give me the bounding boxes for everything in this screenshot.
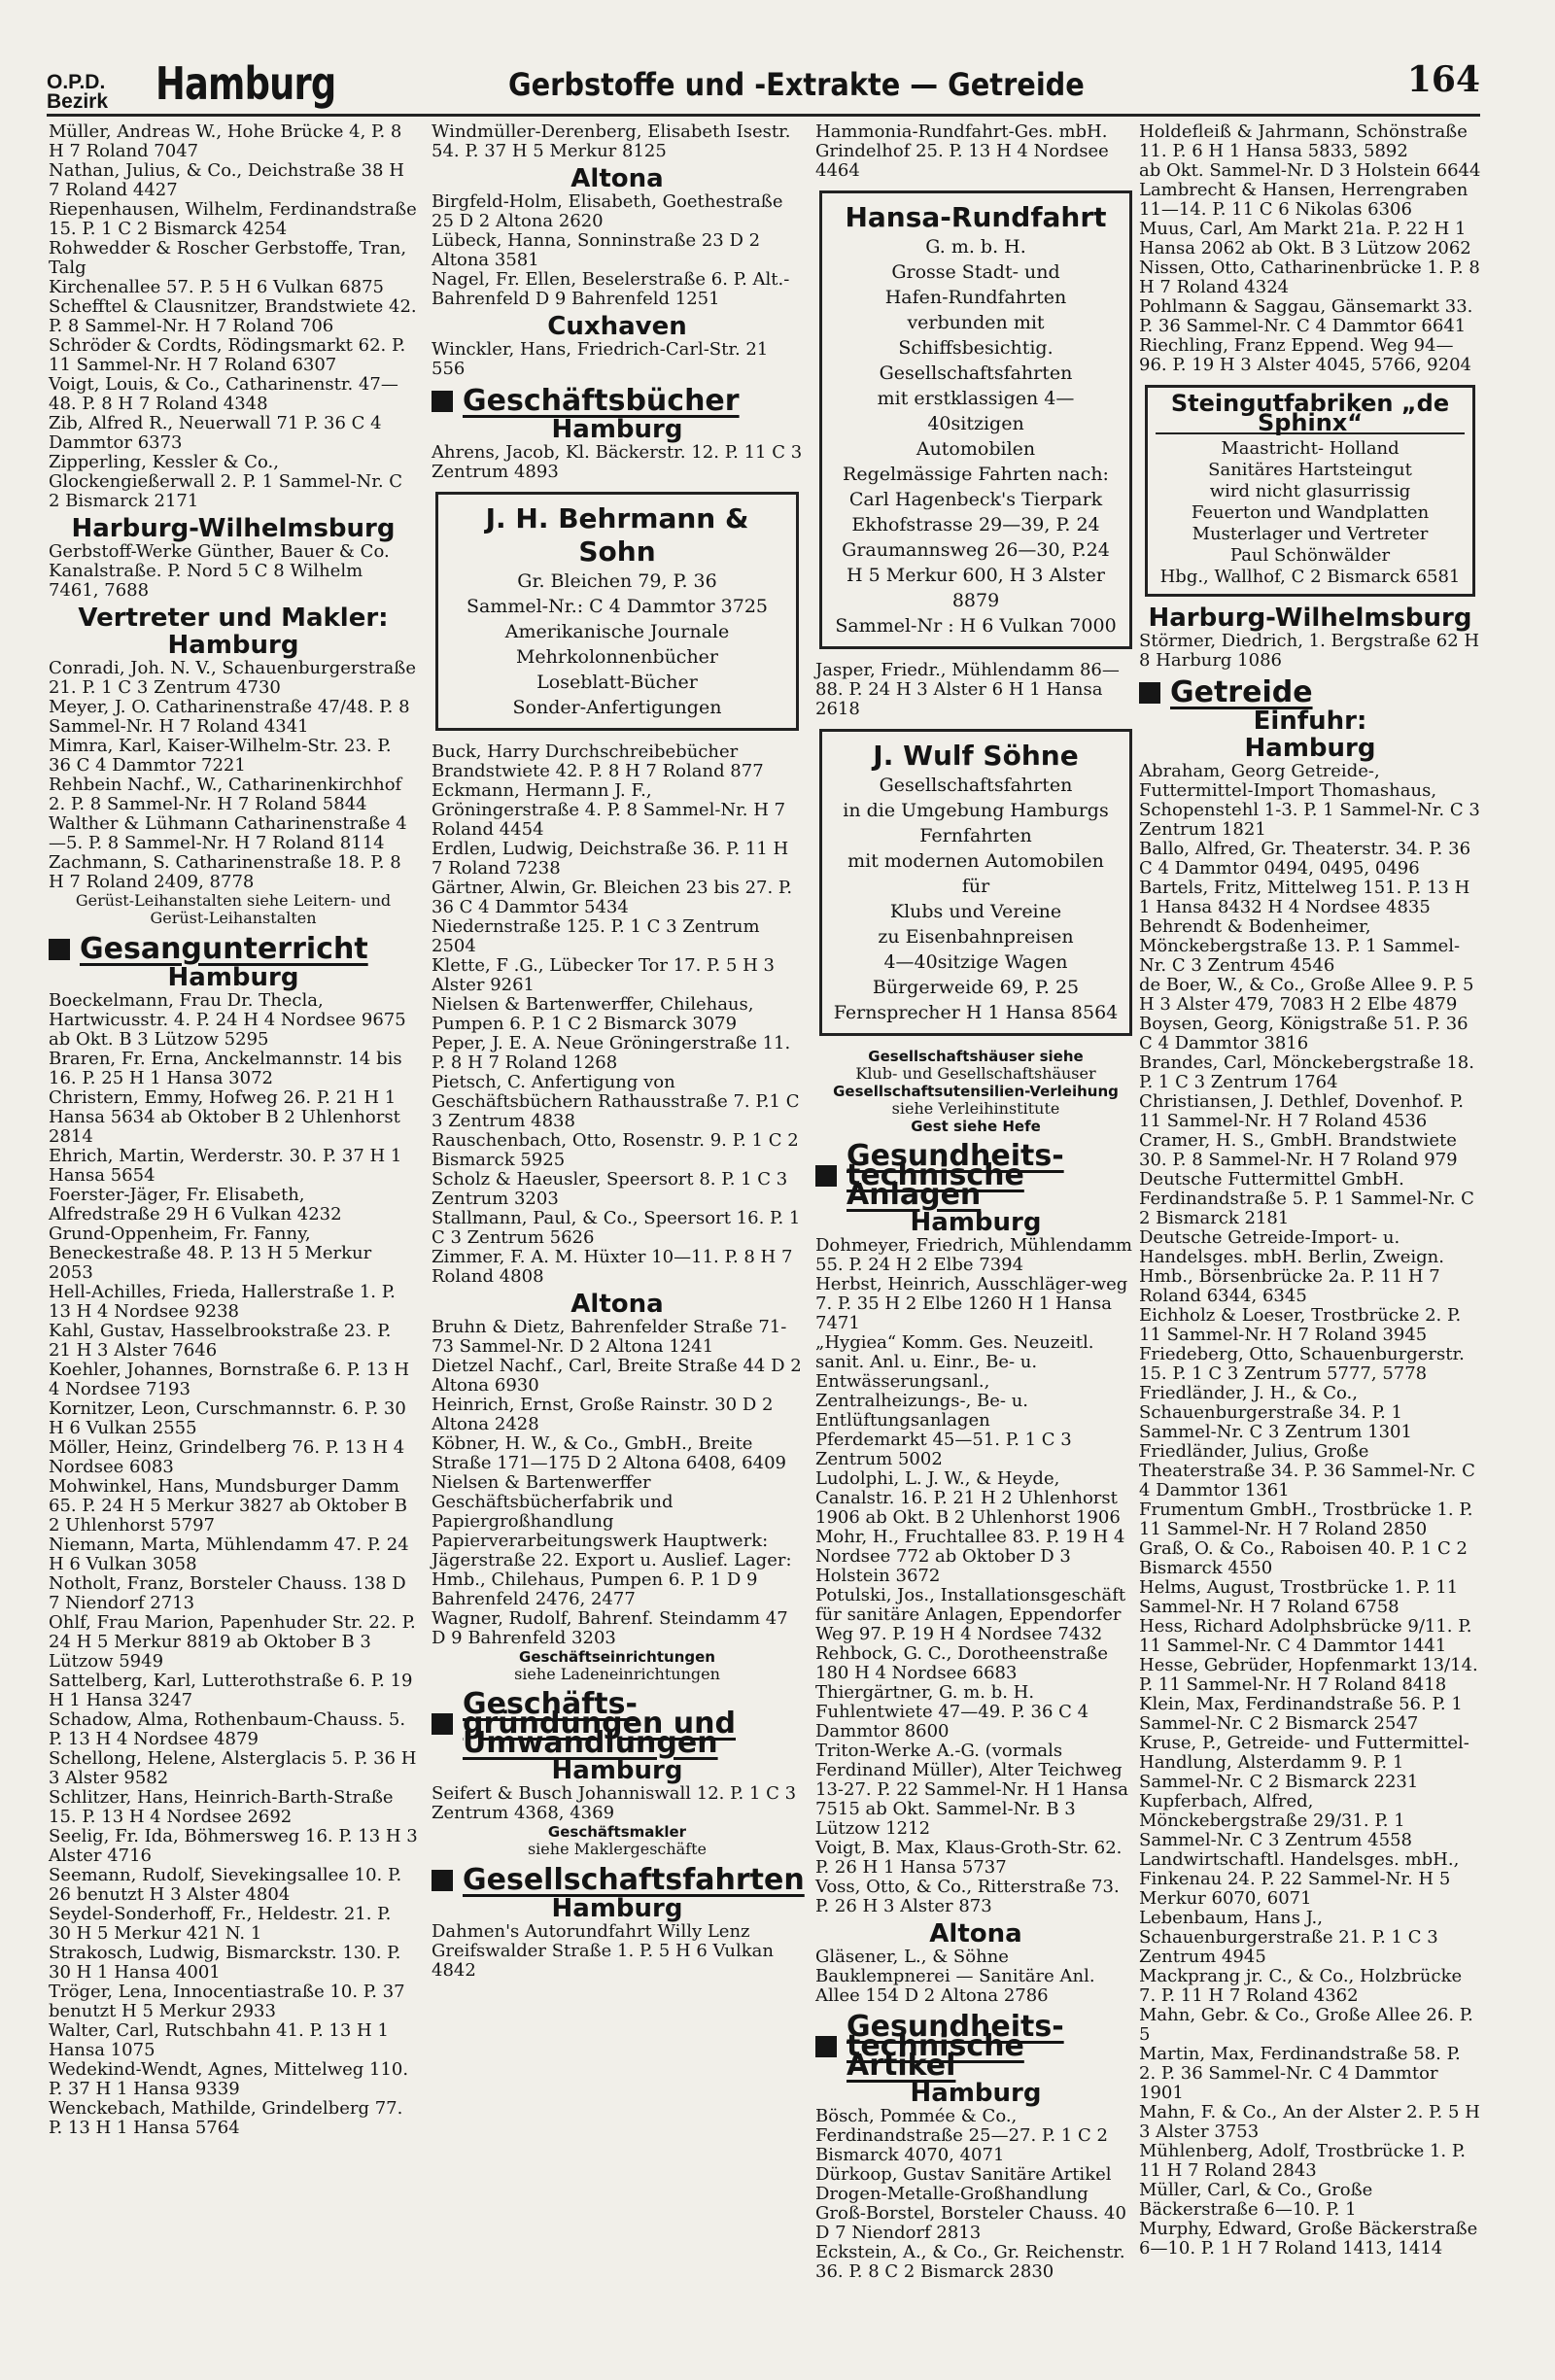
category-title: Geschäfts-gründungen und Umwandlungen: [463, 1687, 736, 1760]
section-heading: Hamburg: [167, 631, 299, 660]
directory-entry: Abraham, Georg Getreide-, Futtermittel-Import Thomashaus, Schopenstehl 1-3. P. 1 Sammel-Nr. C 3 Zentrum 1821: [1139, 761, 1480, 840]
ad-line: Grosse Stadt- und: [891, 261, 1060, 283]
advertisement-box: [819, 190, 1132, 649]
directory-entry: Boysen, Georg, Königstraße 51. P. 36 C 4 Dammtor 3816: [1139, 1014, 1469, 1053]
ad-headline: Steingutfabriken „de Sphinx“: [1156, 394, 1465, 434]
section-heading: Altona: [570, 1290, 664, 1319]
directory-entry: Schefftel & Clausnitzer, Brandstwiete 42. P. 8 Sammel-Nr. H 7 Roland 706: [49, 296, 417, 336]
directory-entry: Zachmann, S. Catharinenstraße 18. P. 8 H 7 Roland 2409, 8778: [49, 852, 401, 892]
directory-entry: Deutsche Getreide-Import- u. Handelsges. mbH. Berlin, Zweign. Hmb., Börsenbrücke 2a. P. 11 H 7 Roland 6344, 6345: [1139, 1227, 1444, 1306]
directory-entry: Mühlenberg, Adolf, Trostbrücke 1. P. 11 H 7 Roland 2843: [1139, 2141, 1467, 2181]
directory-entry: Nielsen & Bartenwerffer Geschäftsbücherfabrik und Papiergroßhandlung Papierverarbeitungswerk Hauptwerk: Jägerstraße 22. Export u. Auslief. Lager: Hmb., Chilehaus, Pumpen 6. P. 1 D 9 Bahrenfeld 2476, 2477: [432, 1472, 792, 1609]
ad-line: Amerikanische Journale: [504, 621, 730, 642]
ad-line: Klubs und Vereine: [889, 901, 1062, 922]
category-bullet-icon: [432, 1713, 453, 1735]
directory-entry: Bartels, Fritz, Mittelweg 151. P. 13 H 1 Hansa 8432 H 4 Nordsee 4835: [1139, 878, 1470, 917]
category-bullet-icon: [815, 1165, 837, 1187]
directory-entry: Buck, Harry Durchschreibebücher Brandstwiete 42. P. 8 H 7 Roland 877: [432, 742, 764, 781]
directory-entry: Ahrens, Jacob, Kl. Bäckerstr. 12. P. 11 C 3 Zentrum 4893: [432, 442, 803, 482]
directory-entry: Störmer, Diedrich, 1. Bergstraße 62 H 8 Harburg 1086: [1139, 631, 1480, 671]
directory-entry: Triton-Werke A.-G. (vormals Ferdinand Müller), Alter Teichweg 13-27. P. 22 Sammel-Nr. H 1 Hansa 7515 ab Okt. Sammel-Nr. B 3 Lützow 1212: [815, 1741, 1128, 1839]
ad-line: Ekhofstrasse 29—39, P. 24: [851, 514, 1100, 535]
directory-entry: Ballo, Alfred, Gr. Theaterstr. 34. P. 36 C 4 Dammtor 0494, 0495, 0496: [1139, 839, 1471, 879]
bezirk-label: [47, 73, 108, 112]
section-heading: Altona: [929, 1919, 1022, 1949]
ad-line: mit modernen Automobilen für: [847, 850, 1104, 897]
directory-entry: Rauschenbach, Otto, Rosenstr. 9. P. 1 C 2 Bismarck 5925: [432, 1130, 799, 1170]
section-heading: Harburg-Wilhelmsburg: [71, 514, 396, 543]
directory-entry: Wenckebach, Mathilde, Grindelberg 77. P. 13 H 1 Hansa 5764: [49, 2098, 403, 2138]
directory-entry: Herbst, Heinrich, Ausschläger-weg 7. P. 35 H 2 Elbe 1260 H 1 Hansa 7471: [815, 1274, 1128, 1333]
ad-line: Feuerton und Wandplatten: [1191, 502, 1430, 523]
directory-entry: Stallmann, Paul, & Co., Speersort 16. P. 1 C 3 Zentrum 5626: [432, 1208, 801, 1248]
category-bullet-icon: [815, 2036, 837, 2057]
directory-entry: Rehbein Nachf., W., Catharinenkirchhof 2. P. 8 Sammel-Nr. H 7 Roland 5844: [49, 775, 402, 814]
directory-entry: Sattelberg, Karl, Lutterothstraße 6. P. 19 H 1 Hansa 3247: [49, 1671, 413, 1710]
directory-entry: Eckmann, Hermann J. F., Gröningerstraße 4. P. 8 Sammel-Nr. H 7 Roland 4454: [432, 780, 786, 840]
ad-line: verbunden mit Schiffsbesichtig.: [898, 312, 1054, 359]
directory-entry: Schlitzer, Hans, Heinrich-Barth-Straße 15. P. 13 H 4 Nordsee 2692: [49, 1787, 394, 1827]
advertisement-box: [819, 729, 1132, 1036]
advertisement-box: [1145, 385, 1475, 597]
ad-line: Fernsprecher H 1 Hansa 8564: [833, 1002, 1119, 1023]
directory-entry: Behrendt & Bodenheimer, Mönckebergstraße 13. P. 1 Sammel-Nr. C 3 Zentrum 4546: [1139, 916, 1461, 976]
category-bullet-icon: [1139, 682, 1160, 704]
section-heading: Hamburg: [551, 1894, 683, 1923]
directory-entry: Hess, Richard Adolphsbrücke 9/11. P. 11 Sammel-Nr. C 4 Dammtor 1441: [1139, 1616, 1472, 1656]
directory-entry: Wagner, Rudolf, Bahrenf. Steindamm 47 D 9 Bahrenfeld 3203: [432, 1608, 788, 1648]
ad-line: Gesellschaftsfahrten: [879, 362, 1073, 384]
ad-headline: J. H. Behrmann & Sohn: [485, 502, 749, 568]
directory-entry: Hammonia-Rundfahrt-Ges. mbH. Grindelhof 25. P. 13 H 4 Nordsee 4464: [815, 121, 1109, 181]
category-heading: [815, 2010, 1136, 2083]
directory-entry: Seydel-Sonderhoff, Fr., Heldestr. 21. P. 30 H 5 Merkur 421 N. 1: [49, 1904, 392, 1944]
cross-reference: Klub- und Gesellschaftshäuser: [855, 1064, 1096, 1083]
category-heading: [49, 932, 418, 966]
directory-entry: Birgfeld-Holm, Elisabeth, Goethestraße 25 D 2 Altona 2620: [432, 191, 783, 231]
bezirk-line1: O.P.D.: [47, 71, 106, 93]
ad-line: Fernfahrten: [919, 825, 1032, 846]
directory-entry: Rehbock, G. C., Dorotheenstraße 180 H 4 Nordsee 6683: [815, 1643, 1108, 1683]
directory-entry: Gärtner, Alwin, Gr. Bleichen 23 bis 27. P. 36 C 4 Dammtor 5434: [432, 878, 793, 917]
ad-line: Sammel-Nr.: C 4 Dammtor 3725: [466, 596, 769, 617]
section-heading: Hamburg: [551, 415, 683, 444]
section-heading: Hamburg: [167, 963, 299, 992]
directory-entry: Ludolphi, L. J. W., & Heyde, Canalstr. 16. P. 21 H 2 Uhlenhorst 1906 ab Okt. B 2 Uhlenhorst 1906: [815, 1468, 1121, 1528]
directory-entry: Hell-Achilles, Frieda, Hallerstraße 1. P. 13 H 4 Nordsee 9238: [49, 1282, 396, 1322]
directory-entry: Bruhn & Dietz, Bahrenfelder Straße 71-73 Sammel-Nr. D 2 Altona 1241: [432, 1317, 787, 1357]
directory-entry: Kornitzer, Leon, Curschmannstr. 6. P. 30 H 6 Vulkan 2555: [49, 1398, 406, 1438]
directory-entry: Kanalstraße. P. Nord 5 C 8 Wilhelm 7461, 7688: [49, 561, 363, 601]
column-2: [432, 122, 803, 1981]
directory-entry: Müller, Carl, & Co., Große Bäckerstraße 6—10. P. 1: [1139, 2180, 1373, 2220]
category-title: Gesangunterricht: [80, 932, 368, 966]
directory-entry: Notholt, Franz, Borsteler Chauss. 138 D 7 Niendorf 2713: [49, 1573, 406, 1613]
ad-line: Loseblatt-Bücher: [536, 672, 698, 693]
directory-entry: Dürkoop, Gustav Sanitäre Artikel Drogen-Metalle-Großhandlung Groß-Borstel, Borsteler Chauss. 40 D 7 Niendorf 2813: [815, 2164, 1126, 2243]
ad-line: Musterlager und Vertreter: [1192, 524, 1429, 544]
directory-entry: Voigt, Louis, & Co., Catharinenstr. 47—48. P. 8 H 7 Roland 4348: [49, 374, 398, 414]
directory-entry: Dahmen's Autorundfahrt Willy Lenz Greifswalder Straße 1. P. 5 H 6 Vulkan 4842: [432, 1921, 774, 1981]
category-title: Getreide: [1170, 675, 1313, 709]
ad-line: Bürgerweide 69, P. 25: [872, 977, 1080, 998]
directory-entry: Mohr, H., Fruchtallee 83. P. 19 H 4 Nordsee 772 ab Oktober D 3 Holstein 3672: [815, 1527, 1125, 1586]
directory-entry: Friedeberg, Otto, Schauenburgerstr. 15. P. 1 C 3 Zentrum 5777, 5778: [1139, 1344, 1465, 1384]
directory-entry: Müller, Andreas W., Hohe Brücke 4, P. 8 H 7 Roland 7047: [49, 121, 402, 161]
directory-entry: Christiansen, J. Dethlef, Dovenhof. P. 11 Sammel-Nr. H 7 Roland 4536: [1139, 1091, 1465, 1131]
ad-line: Automobilen: [916, 438, 1036, 460]
directory-entry: Koehler, Johannes, Bornstraße 6. P. 13 H 4 Nordsee 7193: [49, 1360, 410, 1399]
page-number: 164: [1406, 59, 1480, 100]
cross-reference-title: Geschäftsmakler: [547, 1823, 687, 1841]
section-heading: Hamburg: [910, 2079, 1042, 2108]
directory-entry: Gläsener, L., & Söhne Bauklempnerei — Sanitäre Anl. Allee 154 D 2 Altona 2786: [815, 1947, 1095, 2006]
column-1: [49, 122, 418, 2138]
directory-entry: Pohlmann & Saggau, Gänsemarkt 33. P. 36 Sammel-Nr. C 4 Dammtor 6641: [1139, 296, 1473, 336]
ad-line: Hafen-Rundfahrten: [884, 287, 1067, 308]
directory-entry: Klein, Max, Ferdinandstraße 56. P. 1 Sammel-Nr. C 2 Bismarck 2547: [1139, 1694, 1463, 1734]
ad-line: zu Eisenbahnpreisen: [878, 926, 1074, 948]
cross-reference-title: Gesellschaftshäuser siehe: [868, 1048, 1084, 1065]
directory-entry: Cramer, H. S., GmbH. Brandstwiete 30. P. 8 Sammel-Nr. H 7 Roland 979: [1139, 1130, 1458, 1170]
directory-entry: Holdefleiß & Jahrmann, Schönstraße 11. P. 6 H 1 Hansa 5833, 5892: [1139, 121, 1468, 161]
ad-line: Sonder-Anfertigungen: [512, 697, 722, 718]
directory-entry: Nielsen & Bartenwerffer, Chilehaus, Pumpen 6. P. 1 C 2 Bismarck 3079: [432, 994, 754, 1034]
directory-entry: Nissen, Otto, Catharinenbrücke 1. P. 8 H 7 Roland 4324: [1139, 258, 1480, 297]
directory-entry: Tröger, Lena, Innocentiastraße 10. P. 37 benutzt H 5 Merkur 2933: [49, 1982, 405, 2021]
ad-line: Mehrkolonnenbücher: [515, 646, 719, 668]
ad-line: Maastricht- Holland: [1221, 438, 1400, 459]
directory-entry: Nagel, Fr. Ellen, Beselerstraße 6. P. Alt.-Bahrenfeld D 9 Bahrenfeld 1251: [432, 269, 790, 309]
directory-entry: Wedekind-Wendt, Agnes, Mittelweg 110. P. 37 H 1 Hansa 9339: [49, 2059, 409, 2099]
ad-line: Paul Schönwälder: [1229, 545, 1391, 566]
directory-entry: ab Okt. Sammel-Nr. D 3 Holstein 6644: [1139, 160, 1481, 181]
directory-entry: Hesse, Gebrüder, Hopfenmarkt 13/14. P. 11 Sammel-Nr. H 7 Roland 8418: [1139, 1655, 1478, 1695]
directory-entry: Christern, Emmy, Hofweg 26. P. 21 H 1 Hansa 5634 ab Oktober B 2 Uhlenhorst 2814: [49, 1087, 400, 1147]
directory-entry: Köbner, H. W., & Co., GmbH., Breite Straße 171—175 D 2 Altona 6408, 6409: [432, 1433, 786, 1473]
directory-entry: Riechling, Franz Eppend. Weg 94—96. P. 19 H 3 Alster 4045, 5766, 9204: [1139, 335, 1471, 375]
directory-entry: Mimra, Karl, Kaiser-Wilhelm-Str. 23. P. 36 C 4 Dammtor 7221: [49, 736, 392, 776]
page-header: [47, 53, 1480, 117]
directory-entry: Kruse, P., Getreide- und Futtermittel-Handlung, Alsterdamm 9. P. 1 Sammel-Nr. C 2 Bismarck 2231: [1139, 1733, 1469, 1792]
directory-entry: Möller, Heinz, Grindelberg 76. P. 13 H 4 Nordsee 6083: [49, 1437, 405, 1477]
ad-headline: J. Wulf Söhne: [873, 740, 1079, 772]
category-heading: [432, 384, 803, 418]
directory-entry: Nathan, Julius, & Co., Deichstraße 38 H 7 Roland 4427: [49, 160, 404, 200]
category-heading: [432, 1863, 805, 1897]
cross-reference: siehe Maklergeschäfte: [527, 1840, 708, 1858]
directory-entry: Conradi, Joh. N. V., Schauenburgerstraße 21. P. 1 C 3 Zentrum 4730: [49, 658, 416, 698]
directory-entry: Mackprang jr. C., & Co., Holzbrücke 7. P. 11 H 7 Roland 4362: [1139, 1966, 1463, 2006]
category-heading: [815, 1139, 1136, 1212]
directory-entry: Friedländer, J. H., & Co., Schauenburgerstraße 34. P. 1 Sammel-Nr. C 3 Zentrum 1301: [1139, 1383, 1412, 1442]
category-bullet-icon: [49, 939, 70, 960]
directory-entry: Frumentum GmbH., Trostbrücke 1. P. 11 Sammel-Nr. H 7 Roland 2850: [1139, 1500, 1473, 1539]
category-heading: [432, 1687, 803, 1760]
section-heading: Cuxhaven: [547, 312, 687, 341]
category-bullet-icon: [432, 1870, 453, 1891]
directory-entry: Schadow, Alma, Rothenbaum-Chauss. 5. P. 13 H 4 Nordsee 4879: [49, 1709, 406, 1749]
bezirk-line2: Bezirk: [47, 90, 109, 113]
directory-entry: Windmüller-Derenberg, Elisabeth Isestr. 54. P. 37 H 5 Merkur 8125: [432, 121, 791, 161]
ad-line: Gr. Bleichen 79, P. 36: [517, 570, 717, 592]
directory-entry: Seelig, Fr. Ida, Böhmersweg 16. P. 13 H 3 Alster 4716: [49, 1826, 418, 1866]
section-heading: Hamburg: [1244, 734, 1376, 763]
directory-entry: „Hygiea“ Komm. Ges. Neuzeitl. sanit. Anl. u. Einr., Be- u. Entwässerungsanl., Zentralheizungs-, Be- u. Entlüftungsanlagen: [815, 1332, 1094, 1431]
directory-entry: Meyer, J. O. Catharinenstraße 47/48. P. 8 Sammel-Nr. H 7 Roland 4341: [49, 697, 410, 737]
directory-entry: Foerster-Jäger, Fr. Elisabeth, Alfredstraße 29 H 6 Vulkan 4232: [49, 1185, 342, 1224]
directory-entry: Eckstein, A., & Co., Gr. Reichenstr. 36. P. 8 C 2 Bismarck 2830: [815, 2242, 1125, 2282]
ad-line: G. m. b. H.: [925, 236, 1026, 258]
section-heading: Einfuhr:: [1253, 707, 1367, 736]
directory-entry: Ehrich, Martin, Werderstr. 30. P. 37 H 1 Hansa 5654: [49, 1146, 402, 1186]
ad-line: Gesellschaftsfahrten: [879, 775, 1073, 796]
directory-entry: Dietzel Nachf., Carl, Breite Straße 44 D 2 Altona 6930: [432, 1356, 802, 1396]
city-title: Hamburg: [156, 57, 336, 110]
directory-entry: Muus, Carl, Am Markt 21a. P. 22 H 1 Hansa 2062 ab Okt. B 3 Lützow 2062: [1139, 219, 1471, 259]
ad-line: Graumannsweg 26—30, P.24: [842, 539, 1110, 561]
directory-entry: Grund-Oppenheim, Fr. Fanny, Beneckestraße 48. P. 13 H 5 Merkur 2053: [49, 1224, 372, 1283]
directory-entry: Seemann, Rudolf, Sievekingsallee 10. P. 26 benutzt H 3 Alster 4804: [49, 1865, 402, 1905]
directory-entry: Zipperling, Kessler & Co., Glockengießerwall 2. P. 1 Sammel-Nr. C 2 Bismarck 2171: [49, 452, 403, 511]
directory-entry: Erdlen, Ludwig, Deichstraße 36. P. 11 H 7 Roland 7238: [432, 839, 789, 879]
directory-entry: Lambrecht & Hansen, Herrengraben 11—14. P. 11 C 6 Nikolas 6306: [1139, 180, 1469, 220]
cross-reference-title: Geschäftseinrichtungen: [519, 1648, 715, 1666]
directory-entry: Pferdemarkt 45—51. P. 1 C 3 Zentrum 5002: [815, 1430, 1072, 1469]
directory-entry: Heinrich, Ernst, Große Rainstr. 30 D 2 Altona 2428: [432, 1395, 774, 1434]
page-title: Gerbstoffe und -Extrakte — Getreide: [508, 66, 1085, 103]
directory-entry: Gerbstoff-Werke Günther, Bauer & Co.: [49, 541, 390, 562]
directory-entry: Kirchenallee 57. P. 5 H 6 Vulkan 6875: [49, 277, 384, 297]
directory-entry: Scholz & Haeusler, Speersort 8. P. 1 C 3 Zentrum 3203: [432, 1169, 788, 1209]
cross-reference-title: Gest siehe Hefe: [911, 1118, 1041, 1135]
ad-line: Regelmässige Fahrten nach:: [843, 464, 1109, 485]
directory-entry: Voss, Otto, & Co., Ritterstraße 73. P. 26 H 3 Alster 873: [815, 1877, 1120, 1916]
directory-entry: Murphy, Edward, Große Bäckerstraße 6—10. P. 1 H 7 Roland 1413, 1414: [1139, 2219, 1478, 2259]
directory-entry: Thiergärtner, G. m. b. H. Fuhlentwiete 47—49. P. 36 C 4 Dammtor 8600: [815, 1682, 1089, 1742]
cross-reference-title: Gesellschaftsutensilien-Verleihung: [833, 1083, 1119, 1100]
directory-entry: Braren, Fr. Erna, Anckelmannstr. 14 bis 16. P. 25 H 1 Hansa 3072: [49, 1049, 402, 1088]
directory-entry: Helms, August, Trostbrücke 1. P. 11 Sammel-Nr. H 7 Roland 6758: [1139, 1577, 1459, 1617]
directory-entry: Landwirtschaftl. Handelsges. mbH., Finkenau 24. P. 22 Sammel-Nr. H 5 Merkur 6070, 6071: [1139, 1849, 1460, 1909]
ad-headline: Hansa-Rundfahrt: [845, 201, 1107, 233]
directory-entry: Pietsch, C. Anfertigung von Geschäftsbüchern Rathausstraße 7. P.1 C 3 Zentrum 4838: [432, 1072, 800, 1131]
directory-entry: Walter, Carl, Rutschbahn 41. P. 13 H 1 Hansa 1075: [49, 2020, 389, 2060]
directory-entry: Boeckelmann, Frau Dr. Thecla, Hartwicusstr. 4. P. 24 H 4 Nordsee 9675 ab Okt. B 3 Lützow 5295: [49, 990, 406, 1050]
directory-entry: Martin, Max, Ferdinandstraße 58. P. 2. P. 36 Sammel-Nr. C 4 Dammtor 1901: [1139, 2044, 1461, 2103]
ad-line: Sammel-Nr : H 6 Vulkan 7000: [835, 615, 1117, 637]
directory-entry: Lebenbaum, Hans J., Schauenburgerstraße 21. P. 1 C 3 Zentrum 4945: [1139, 1908, 1438, 1967]
directory-entry: Potulski, Jos., Installationsgeschäft für sanitäre Anlagen, Eppendorfer Weg 97. P. 19 H 4 Nordsee 7432: [815, 1585, 1126, 1644]
ad-line: 4—40sitzige Wagen: [883, 951, 1068, 973]
directory-entry: Jasper, Friedr., Mühlendamm 86—88. P. 24 H 3 Alster 6 H 1 Hansa 2618: [815, 660, 1120, 719]
directory-entry: Niedernstraße 125. P. 1 C 3 Zentrum 2504: [432, 916, 760, 956]
ad-line: Carl Hagenbeck's Tierpark: [848, 489, 1103, 510]
category-title: Gesundheits-technische Anlagen: [847, 1139, 1064, 1212]
directory-entry: Kahl, Gustav, Hasselbrookstraße 23. P. 21 H 3 Alster 7646: [49, 1321, 392, 1361]
directory-entry: Eichholz & Loeser, Trostbrücke 2. P. 11 Sammel-Nr. H 7 Roland 3945: [1139, 1305, 1462, 1345]
directory-entry: Graß, O. & Co., Raboisen 40. P. 1 C 2 Bismarck 4550: [1139, 1538, 1468, 1578]
directory-entry: Mahn, F. & Co., An der Alster 2. P. 5 H 3 Alster 3753: [1139, 2102, 1480, 2142]
ad-line: H 5 Merkur 600, H 3 Alster 8879: [847, 565, 1105, 611]
section-heading: Altona: [570, 164, 664, 193]
directory-entry: Klette, F .G., Lübecker Tor 17. P. 5 H 3 Alster 9261: [432, 955, 776, 995]
directory-entry: Dohmeyer, Friedrich, Mühlendamm 55. P. 24 H 2 Elbe 7394: [815, 1235, 1132, 1275]
directory-entry: Seifert & Busch Johanniswall 12. P. 1 C 3 Zentrum 4368, 4369: [432, 1783, 797, 1823]
directory-entry: Rohwedder & Roscher Gerbstoffe, Tran, Talg: [49, 238, 407, 278]
directory-entry: Deutsche Futtermittel GmbH. Ferdinandstraße 5. P. 1 Sammel-Nr. C 2 Bismarck 2181: [1139, 1169, 1474, 1228]
section-heading: Hamburg: [910, 1208, 1042, 1237]
directory-entry: Winckler, Hans, Friedrich-Carl-Str. 21 556: [432, 339, 769, 379]
directory-entry: Ohlf, Frau Marion, Papenhuder Str. 22. P. 24 H 5 Merkur 8819 ab Oktober B 3 Lützow 5949: [49, 1612, 416, 1672]
category-heading: [1139, 675, 1481, 709]
ad-line: wird nicht glasurrissig: [1209, 481, 1411, 501]
advertisement-box: [435, 492, 799, 731]
category-title: Gesellschaftsfahrten: [463, 1863, 805, 1897]
category-title: Gesundheits-technische Artikel: [847, 2010, 1064, 2083]
directory-entry: Mahn, Gebr. & Co., Große Allee 26. P. 5: [1139, 2005, 1473, 2045]
category-bullet-icon: [432, 391, 453, 412]
directory-entry: Schröder & Cordts, Rödingsmarkt 62. P. 11 Sammel-Nr. H 7 Roland 6307: [49, 335, 406, 375]
ad-line: Hbg., Wallhof, C 2 Bismarck 6581: [1159, 567, 1461, 587]
category-title: Geschäftsbücher: [463, 384, 740, 418]
directory-entry: Kupferbach, Alfred, Mönckebergstraße 29/31. P. 1 Sammel-Nr. C 3 Zentrum 4558: [1139, 1791, 1412, 1850]
cross-reference: siehe Verleihinstitute: [891, 1099, 1060, 1118]
directory-entry: de Boer, W., & Co., Große Allee 9. P. 5 H 3 Alster 479, 7083 H 2 Elbe 4879: [1139, 975, 1474, 1015]
section-heading: Vertreter und Makler:: [78, 604, 389, 633]
directory-entry: Mohwinkel, Hans, Mundsburger Damm 65. P. 24 H 5 Merkur 3827 ab Oktober B 2 Uhlenhorst 5797: [49, 1476, 407, 1535]
directory-entry: Niemann, Marta, Mühlendamm 47. P. 24 H 6 Vulkan 3058: [49, 1535, 409, 1574]
directory-entry: Zib, Alfred R., Neuerwall 71 P. 36 C 4 Dammtor 6373: [49, 413, 382, 453]
column-3: [815, 122, 1136, 2282]
section-heading: Harburg-Wilhelmsburg: [1148, 604, 1472, 633]
ad-line: in die Umgebung Hamburgs: [843, 800, 1109, 821]
cross-reference: siehe Ladeneinrichtungen: [514, 1665, 720, 1683]
directory-entry: Riepenhausen, Wilhelm, Ferdinandstraße 15. P. 1 C 2 Bismarck 4254: [49, 199, 417, 239]
directory-entry: Zimmer, F. A. M. Hüxter 10—11. P. 8 H 7 Roland 4808: [432, 1247, 793, 1287]
directory-entry: Voigt, B. Max, Klaus-Groth-Str. 62. P. 26 H 1 Hansa 5737: [815, 1838, 1123, 1878]
ad-line: mit erstklassigen 4—40sitzigen: [877, 388, 1075, 434]
directory-entry: Bösch, Pommée & Co., Ferdinandstraße 25—27. P. 1 C 2 Bismarck 4070, 4071: [815, 2106, 1108, 2165]
directory-entry: Peper, J. E. A. Neue Gröningerstraße 11. P. 8 H 7 Roland 1268: [432, 1033, 791, 1073]
section-heading: Hamburg: [551, 1756, 683, 1785]
directory-entry: Friedländer, Julius, Große Theaterstraße 34. P. 36 Sammel-Nr. C 4 Dammtor 1361: [1139, 1441, 1475, 1500]
ad-line: Sanitäres Hartsteingut: [1208, 460, 1412, 480]
directory-entry: Lübeck, Hanna, Sonninstraße 23 D 2 Altona 3581: [432, 230, 761, 270]
directory-entry: Brandes, Carl, Mönckebergstraße 18. P. 1 C 3 Zentrum 1764: [1139, 1052, 1474, 1092]
directory-entry: Schellong, Helene, Alsterglacis 5. P. 36 H 3 Alster 9582: [49, 1748, 417, 1788]
directory-entry: Strakosch, Ludwig, Bismarckstr. 130. P. 30 H 1 Hansa 4001: [49, 1943, 401, 1983]
column-4: [1139, 122, 1481, 2259]
directory-entry: Walther & Lühmann Catharinenstraße 4—5. P. 8 Sammel-Nr. H 7 Roland 8114: [49, 813, 407, 853]
cross-reference: Gerüst-Leihanstalten siehe Leitern- und Gerüst-Leihanstalten: [75, 891, 392, 927]
